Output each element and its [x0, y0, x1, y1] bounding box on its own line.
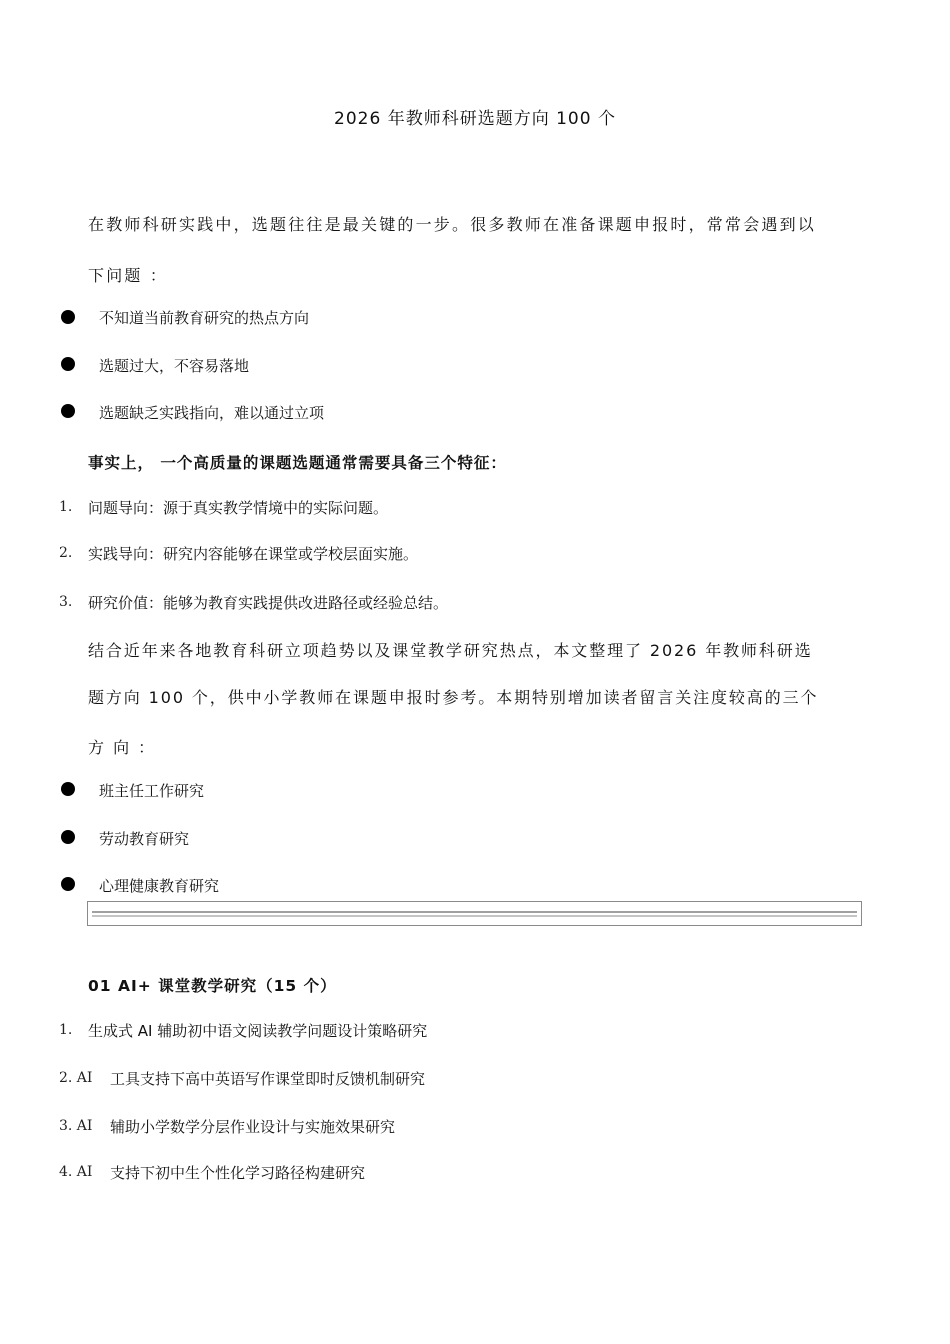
topic-item: 辅助小学数学分层作业设计与实施效果研究	[110, 1118, 396, 1136]
divider-line	[92, 911, 857, 913]
fact-statement: 事实上， 一个高质量的课题选题通常需要具备三个特征：	[88, 454, 507, 472]
bullet-icon	[61, 357, 75, 371]
section-heading: 01 AI+ 课堂教学研究（15 个）	[88, 977, 337, 995]
bullet-icon	[61, 310, 75, 324]
feature-number: 2.	[59, 545, 73, 561]
feature-item: 问题导向：源于真实教学情境中的实际问题。	[88, 499, 389, 517]
bullet-icon	[61, 830, 75, 844]
topic-number: 3. AI	[59, 1118, 93, 1134]
summary-line-3: 方 向 ：	[88, 738, 157, 757]
direction-item: 班主任工作研究	[99, 782, 205, 800]
bullet-icon	[61, 877, 75, 891]
intro-line-1: 在教师科研实践中，选题往往是最关键的一步。很多教师在准备课题申报时，常常会遇到以	[88, 215, 817, 234]
intro-line-2: 下问题 ：	[88, 266, 169, 285]
page-title: 2026 年教师科研选题方向 100 个	[334, 109, 616, 129]
direction-item: 心理健康教育研究	[99, 877, 220, 895]
section-divider	[87, 901, 862, 926]
topic-number: 2. AI	[59, 1070, 93, 1086]
topic-item: 生成式 AI 辅助初中语文阅读教学问题设计策略研究	[88, 1022, 428, 1040]
feature-item: 实践导向：研究内容能够在课堂或学校层面实施。	[88, 545, 419, 563]
feature-item: 研究价值：能够为教育实践提供改进路径或经验总结。	[88, 594, 449, 612]
problem-item: 选题过大，不容易落地	[99, 357, 250, 375]
topic-item: 支持下初中生个性化学习路径构建研究	[110, 1164, 366, 1182]
topic-number: 1.	[59, 1022, 73, 1038]
bullet-icon	[61, 404, 75, 418]
feature-number: 1.	[59, 499, 73, 515]
feature-number: 3.	[59, 594, 73, 610]
topic-item: 工具支持下高中英语写作课堂即时反馈机制研究	[110, 1070, 426, 1088]
topic-number: 4. AI	[59, 1164, 93, 1180]
problem-item: 选题缺乏实践指向，难以通过立项	[99, 404, 325, 422]
summary-line-2: 题方向 100 个，供中小学教师在课题申报时参考。本期特别增加读者留言关注度较高的三个	[88, 688, 819, 707]
problem-item: 不知道当前教育研究的热点方向	[99, 309, 310, 327]
bullet-icon	[61, 782, 75, 796]
divider-line	[92, 915, 857, 917]
summary-line-1: 结合近年来各地教育科研立项趋势以及课堂教学研究热点，本文整理了 2026 年教师科研选	[88, 641, 813, 660]
direction-item: 劳动教育研究	[99, 830, 190, 848]
